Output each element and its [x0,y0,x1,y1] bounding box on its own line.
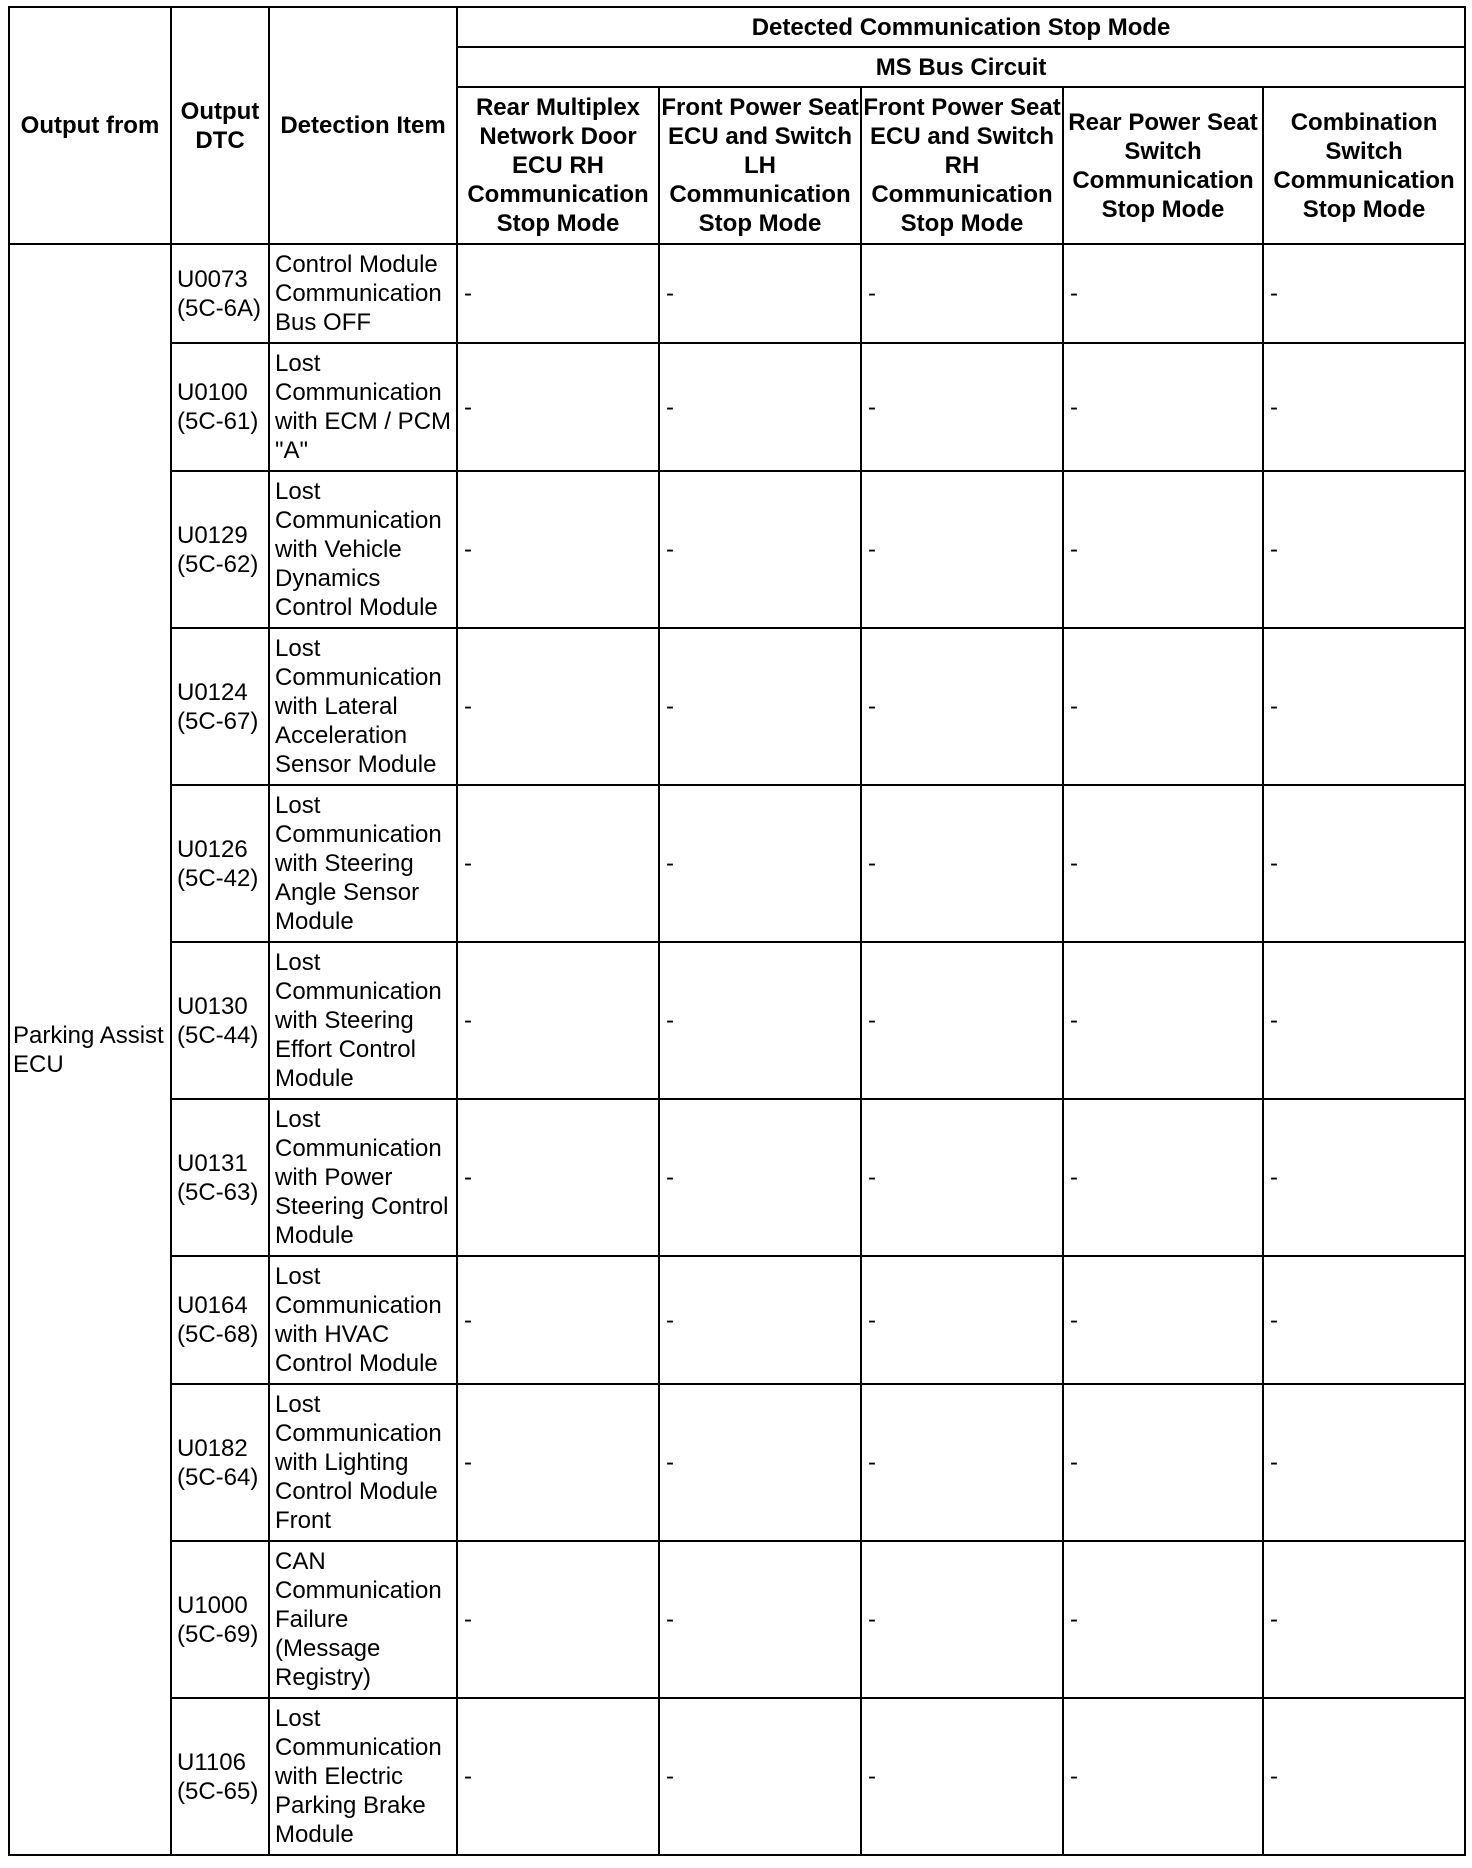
mode-value-cell: - [861,628,1063,785]
dtc-code-cell: U0100 (5C-61) [171,343,269,471]
table-row [9,1256,1465,1384]
dtc-code-cell: U0164 (5C-68) [171,1256,269,1384]
mode-value-cell: - [1063,471,1263,628]
header-front-power-seat-ecu-rh: Front Power Seat ECU and Switch RH Communication Stop Mode [861,87,1063,244]
mode-value-cell: - [659,1698,861,1855]
mode-value-cell: - [1263,942,1465,1099]
mode-value-cell: - [861,343,1063,471]
mode-value-cell: - [659,343,861,471]
mode-value-cell: - [861,1384,1063,1541]
mode-value-cell: - [457,1099,659,1256]
header-ms-bus-circuit: MS Bus Circuit [457,47,1465,87]
table-row [9,628,1465,785]
dtc-code-cell: U1106 (5C-65) [171,1698,269,1855]
detection-item-cell: Lost Communication with Electric Parking Brake Module [269,1698,457,1855]
detection-item-cell: CAN Communication Failure (Message Registry) [269,1541,457,1698]
mode-value-cell: - [1263,244,1465,343]
mode-value-cell: - [659,628,861,785]
mode-value-cell: - [1263,343,1465,471]
mode-value-cell: - [659,785,861,942]
mode-value-cell: - [1263,471,1465,628]
mode-value-cell: - [861,1099,1063,1256]
mode-value-cell: - [659,244,861,343]
dtc-code-cell: U1000 (5C-69) [171,1541,269,1698]
mode-value-cell: - [457,942,659,1099]
mode-value-cell: - [659,1384,861,1541]
header-output-dtc: Output DTC [171,7,269,244]
header-rear-power-seat-switch: Rear Power Seat Switch Communication Stop Mode [1063,87,1263,244]
mode-value-cell: - [659,471,861,628]
header-detected-communication-stop-mode: Detected Communication Stop Mode [457,7,1465,47]
mode-value-cell: - [1063,1256,1263,1384]
header-rear-multiplex-network-door-ecu-rh: Rear Multiplex Network Door ECU RH Communication Stop Mode [457,87,659,244]
mode-value-cell: - [861,1256,1063,1384]
mode-value-cell: - [1063,628,1263,785]
mode-value-cell: - [457,785,659,942]
table-row [9,1698,1465,1855]
mode-value-cell: - [1263,1384,1465,1541]
table-row [9,244,1465,343]
mode-value-cell: - [457,244,659,343]
output-from-cell: Parking Assist ECU [9,244,171,1855]
mode-value-cell: - [1063,1698,1263,1855]
mode-value-cell: - [1263,785,1465,942]
detection-item-cell: Lost Communication with HVAC Control Module [269,1256,457,1384]
dtc-code-cell: U0182 (5C-64) [171,1384,269,1541]
mode-value-cell: - [1263,1698,1465,1855]
table-row [9,785,1465,942]
mode-value-cell: - [659,942,861,1099]
detection-item-cell: Lost Communication with Lighting Control Module Front [269,1384,457,1541]
mode-value-cell: - [861,942,1063,1099]
detection-item-cell: Lost Communication with Steering Angle Sensor Module [269,785,457,942]
mode-value-cell: - [659,1099,861,1256]
detection-item-cell: Lost Communication with Vehicle Dynamics Control Module [269,471,457,628]
mode-value-cell: - [861,471,1063,628]
mode-value-cell: - [1263,1256,1465,1384]
mode-value-cell: - [457,471,659,628]
dtc-code-cell: U0126 (5C-42) [171,785,269,942]
detection-item-cell: Lost Communication with Lateral Acceleration Sensor Module [269,628,457,785]
mode-value-cell: - [659,1256,861,1384]
mode-value-cell: - [457,1541,659,1698]
mode-value-cell: - [457,1384,659,1541]
mode-value-cell: - [1063,1541,1263,1698]
dtc-code-cell: U0129 (5C-62) [171,471,269,628]
mode-value-cell: - [1263,628,1465,785]
mode-value-cell: - [861,244,1063,343]
header-detection-item: Detection Item [269,7,457,244]
mode-value-cell: - [861,1698,1063,1855]
header-front-power-seat-ecu-lh: Front Power Seat ECU and Switch LH Communication Stop Mode [659,87,861,244]
detection-item-cell: Lost Communication with ECM / PCM "A" [269,343,457,471]
dtc-code-cell: U0130 (5C-44) [171,942,269,1099]
mode-value-cell: - [457,343,659,471]
table-row [9,471,1465,628]
mode-value-cell: - [1063,343,1263,471]
detection-item-cell: Lost Communication with Steering Effort Control Module [269,942,457,1099]
detection-item-cell: Lost Communication with Power Steering Control Module [269,1099,457,1256]
dtc-code-cell: U0131 (5C-63) [171,1099,269,1256]
table-row [9,343,1465,471]
header-output-from: Output from [9,7,171,244]
dtc-code-cell: U0073 (5C-6A) [171,244,269,343]
mode-value-cell: - [1063,1099,1263,1256]
mode-value-cell: - [1063,942,1263,1099]
mode-value-cell: - [1063,785,1263,942]
mode-value-cell: - [457,1698,659,1855]
table-row [9,1099,1465,1256]
mode-value-cell: - [1263,1099,1465,1256]
header-combination-switch: Combination Switch Communication Stop Mode [1263,87,1465,244]
mode-value-cell: - [659,1541,861,1698]
mode-value-cell: - [1063,1384,1263,1541]
mode-value-cell: - [861,785,1063,942]
table-row [9,1541,1465,1698]
mode-value-cell: - [861,1541,1063,1698]
mode-value-cell: - [457,628,659,785]
detection-item-cell: Control Module Communication Bus OFF [269,244,457,343]
mode-value-cell: - [1263,1541,1465,1698]
table-row [9,942,1465,1099]
table-row [9,1384,1465,1541]
dtc-table [8,6,1466,1856]
mode-value-cell: - [1063,244,1263,343]
dtc-code-cell: U0124 (5C-67) [171,628,269,785]
mode-value-cell: - [457,1256,659,1384]
